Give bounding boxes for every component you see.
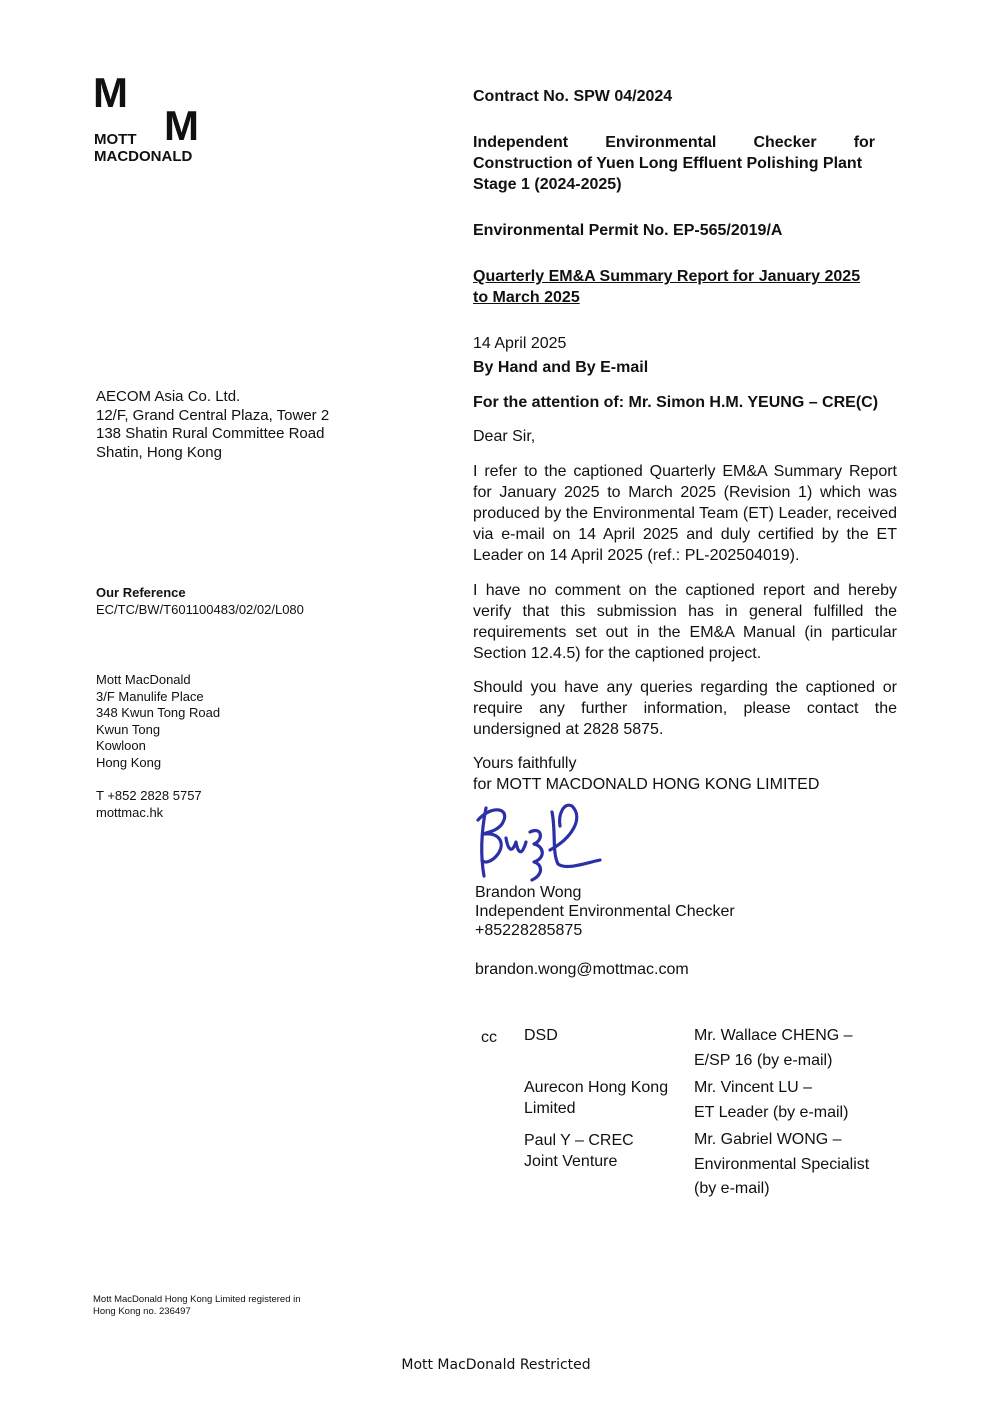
letter-date: 14 April 2025 <box>473 335 567 352</box>
handwritten-signature <box>472 798 606 884</box>
registration-line: Mott MacDonald Hong Kong Limited registered in <box>93 1294 301 1305</box>
cc-person-line: ET Leader (by e-mail) <box>694 1103 849 1121</box>
body-paragraph-3: Should you have any queries regarding the captioned or require any further information, please contact the undersigned at 2828 5875. <box>473 679 897 738</box>
recipient-line: Shatin, Hong Kong <box>96 443 222 461</box>
sender-address <box>96 672 220 771</box>
logo-name-line1: MOTT <box>94 131 137 148</box>
attention-line: For the attention of: Mr. Simon H.M. YEUNG – CRE(C) <box>473 394 879 411</box>
project-title-line2: Construction of Yuen Long Effluent Polishing Plant <box>473 155 863 172</box>
cc-label: cc <box>481 1029 497 1046</box>
signer-email: brandon.wong@mottmac.com <box>475 961 689 978</box>
sender-line: Hong Kong <box>96 754 162 770</box>
sender-line: Kowloon <box>96 738 146 753</box>
reference-value: EC/TC/BW/T601100483/02/02/L080 <box>96 601 304 617</box>
cc-person-line: E/SP 16 (by e-mail) <box>694 1051 833 1069</box>
recipient-line: AECOM Asia Co. Ltd. <box>96 388 241 405</box>
cc-org-line: Aurecon Hong Kong <box>524 1079 669 1096</box>
registration-line: Hong Kong no. 236497 <box>93 1306 191 1317</box>
cc-person-dsd <box>694 1024 853 1073</box>
contract-number: Contract No. SPW 04/2024 <box>473 88 673 105</box>
our-reference <box>96 585 304 618</box>
sender-contact <box>96 788 202 821</box>
cc-person-paul-y <box>694 1128 869 1202</box>
sender-line: Mott MacDonald <box>96 672 191 687</box>
subject-line2: to March 2025 <box>473 289 580 306</box>
cc-person-line: Environmental Specialist <box>694 1155 870 1173</box>
signer-phone: +85228285875 <box>475 922 583 939</box>
cc-org-dsd <box>524 1024 558 1049</box>
sender-line: Kwun Tong <box>96 721 161 737</box>
project-title <box>473 132 875 195</box>
cc-org-paul-y <box>524 1130 634 1172</box>
project-title-line1: Independent Environmental Checker for <box>473 134 876 151</box>
logo-letter-m-top: M <box>93 69 127 116</box>
cc-person-line: Mr. Vincent LU – <box>694 1079 812 1096</box>
cc-org-line: Paul Y – CREC <box>524 1132 634 1149</box>
cc-org-aurecon <box>524 1077 668 1119</box>
company-line: for MOTT MACDONALD HONG KONG LIMITED <box>473 776 820 793</box>
cc-person-line: (by e-mail) <box>694 1180 770 1197</box>
project-title-line3: Stage 1 (2024-2025) <box>473 176 622 193</box>
recipient-address <box>96 388 329 462</box>
subject-title <box>473 266 883 308</box>
registration-note <box>93 1294 301 1318</box>
permit-number: Environmental Permit No. EP-565/2019/A <box>473 222 783 239</box>
delivery-method: By Hand and By E-mail <box>473 359 649 376</box>
classification-label: Mott MacDonald Restricted <box>401 1357 591 1373</box>
body-paragraph-2: I have no comment on the captioned report and hereby verify that this submission has in general fulfilled the requirements set out in the EM&A Manual (in particular Section 12.4.5) for the captioned project. <box>473 582 897 662</box>
cc-person-line: Mr. Wallace CHENG – <box>694 1027 853 1044</box>
sender-line: 3/F Manulife Place <box>96 688 204 704</box>
salutation: Dear Sir, <box>473 428 536 445</box>
cc-org-line: Joint Venture <box>524 1153 618 1170</box>
sender-line: 348 Kwun Tong Road <box>96 705 221 720</box>
reference-label: Our Reference <box>96 585 186 600</box>
cc-org-line: Limited <box>524 1100 576 1117</box>
signer-title: Independent Environmental Checker <box>475 903 735 920</box>
logo-name-line2: MACDONALD <box>94 148 193 165</box>
cc-org-line: DSD <box>524 1027 558 1044</box>
signer-name: Brandon Wong <box>475 884 582 901</box>
cc-person-line: Mr. Gabriel WONG – <box>694 1131 842 1148</box>
sender-phone: T +852 2828 5757 <box>96 788 202 803</box>
logo-wordmark <box>94 131 192 165</box>
logo-letter-m-bottom: M <box>164 102 198 149</box>
subject-line1: Quarterly EM&A Summary Report for January 2025 <box>473 268 861 285</box>
body-paragraph-1: I refer to the captioned Quarterly EM&A Summary Report for January 2025 to March 2025 (Revision 1) which was produced by the Environmental Team (ET) Leader, received via e-mail on 14 April 2025 and duly certified by the ET Leader on 14 April 2025 (ref.: PL-202504019). <box>473 463 897 564</box>
signer-block <box>475 882 735 941</box>
recipient-line: 12/F, Grand Central Plaza, Tower 2 <box>96 406 330 424</box>
sender-website: mottmac.hk <box>96 804 164 820</box>
closing: Yours faithfully <box>473 755 577 772</box>
recipient-line: 138 Shatin Rural Committee Road <box>96 425 325 442</box>
cc-person-aurecon <box>694 1076 848 1125</box>
